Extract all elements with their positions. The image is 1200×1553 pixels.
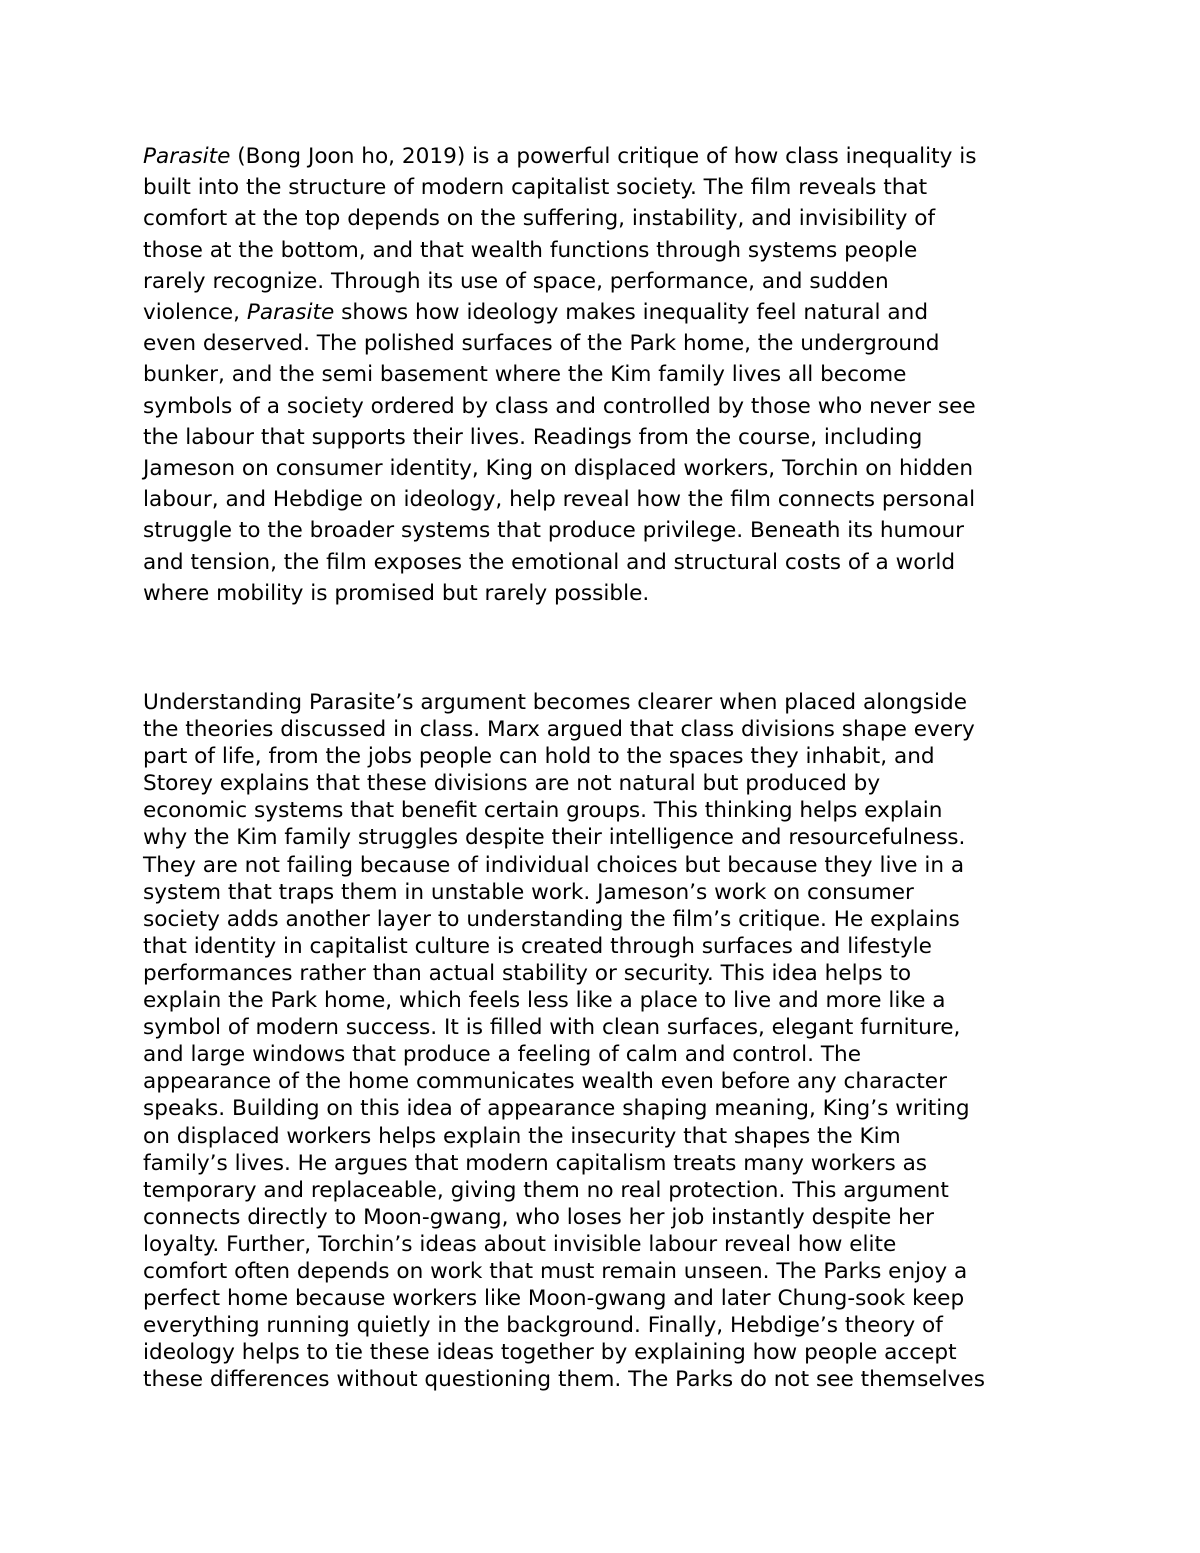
text-line (143, 578, 1083, 609)
text-line (143, 1041, 1083, 1068)
text-line (143, 1095, 1083, 1122)
text-run: comfort often depends on work that must remain unseen. The Parks enjoy a (143, 1258, 968, 1284)
text-run: Jameson on consumer identity, King on displaced workers, Torchin on hidden (143, 456, 974, 482)
text-run: appearance of the home communicates wealth even before any character (143, 1069, 947, 1095)
text-run: bunker, and the semi basement where the Kim family lives all become (143, 362, 907, 388)
text-run: on displaced workers helps explain the insecurity that shapes the Kim (143, 1123, 901, 1149)
text-line (143, 203, 1083, 234)
text-line (143, 1014, 1083, 1041)
text-run: why the Kim family struggles despite their intelligence and resourcefulness. (143, 825, 966, 851)
text-line (143, 906, 1083, 933)
italic-title: Parasite (246, 300, 335, 326)
text-line (143, 266, 1083, 297)
text-line (143, 359, 1083, 390)
text-line (143, 1258, 1083, 1285)
text-run: system that traps them in unstable work. Jameson’s work on consumer (143, 879, 914, 905)
text-run: where mobility is promised but rarely possible. (143, 580, 650, 606)
text-run: family’s lives. He argues that modern capitalism treats many workers as (143, 1150, 928, 1176)
paragraph-intro (143, 141, 1083, 609)
paragraph-theory (143, 689, 1083, 1393)
text-line (143, 852, 1083, 879)
text-run: built into the structure of modern capitalist society. The film reveals that (143, 175, 928, 201)
text-line (143, 1366, 1083, 1393)
text-run: the theories discussed in class. Marx argued that class divisions shape every (143, 717, 975, 743)
text-line (143, 797, 1083, 824)
text-line (143, 987, 1083, 1014)
text-run: society adds another layer to understanding the film’s critique. He explains (143, 906, 960, 932)
text-run: connects directly to Moon-gwang, who loses her job instantly despite her (143, 1204, 934, 1230)
text-run: labour, and Hebdige on ideology, help reveal how the film connects personal (143, 487, 976, 513)
text-run: and tension, the film exposes the emotional and structural costs of a world (143, 549, 956, 575)
text-run: struggle to the broader systems that produce privilege. Beneath its humour (143, 518, 965, 544)
text-line (143, 547, 1083, 578)
text-run: perfect home because workers like Moon-gwang and later Chung-sook keep (143, 1286, 965, 1312)
text-run: economic systems that benefit certain groups. This thinking helps explain (143, 798, 943, 824)
text-run: (Bong Joon ho, 2019) is a powerful critique of how class inequality is (230, 144, 977, 169)
text-run: everything running quietly in the background. Finally, Hebdige’s theory of (143, 1313, 943, 1339)
text-run: Understanding Parasite’s argument becomes clearer when placed alongside (143, 690, 968, 715)
text-line (143, 1204, 1083, 1231)
text-line (143, 484, 1083, 515)
text-line (143, 1150, 1083, 1177)
text-run: the labour that supports their lives. Readings from the course, including (143, 424, 923, 450)
text-run: and large windows that produce a feeling of calm and control. The (143, 1042, 862, 1068)
italic-title: Parasite (143, 144, 231, 169)
text-line (143, 824, 1083, 851)
text-line (143, 235, 1083, 266)
text-line (143, 770, 1083, 797)
text-line (143, 743, 1083, 770)
text-run: comfort at the top depends on the suffering, instability, and invisibility of (143, 206, 936, 232)
text-run: loyalty. Further, Torchin’s ideas about invisible labour reveal how elite (143, 1231, 897, 1257)
text-line (143, 716, 1083, 743)
text-run: rarely recognize. Through its use of space, performance, and sudden (143, 268, 889, 294)
text-line (143, 960, 1083, 987)
text-run: shows how ideology makes inequality feel natural and (334, 300, 929, 326)
text-line (143, 879, 1083, 906)
text-line (143, 1123, 1083, 1150)
text-run: violence, (143, 300, 247, 326)
text-run: ideology helps to tie these ideas together by explaining how people accept (143, 1340, 957, 1366)
text-line (143, 391, 1083, 422)
text-line (143, 1068, 1083, 1095)
text-run: explain the Park home, which feels less like a place to live and more like a (143, 988, 946, 1014)
text-run: these differences without questioning them. The Parks do not see themselves (143, 1367, 985, 1393)
text-line (143, 328, 1083, 359)
text-run: symbols of a society ordered by class and controlled by those who never see (143, 393, 976, 419)
text-run: Storey explains that these divisions are not natural but produced by (143, 771, 881, 797)
text-run: those at the bottom, and that wealth functions through systems people (143, 237, 918, 263)
text-line (143, 297, 1083, 328)
text-line (143, 515, 1083, 546)
text-line (143, 1285, 1083, 1312)
text-run: that identity in capitalist culture is created through surfaces and lifestyle (143, 933, 932, 959)
text-line (143, 1312, 1083, 1339)
text-line (143, 422, 1083, 453)
text-run: part of life, from the jobs people can hold to the spaces they inhabit, and (143, 744, 935, 770)
text-line (143, 141, 1083, 172)
text-line (143, 1177, 1083, 1204)
text-run: symbol of modern success. It is filled with clean surfaces, elegant furniture, (143, 1015, 961, 1041)
text-run: performances rather than actual stability or security. This idea helps to (143, 960, 912, 986)
text-run: speaks. Building on this idea of appearance shaping meaning, King’s writing (143, 1096, 970, 1122)
text-line (143, 1231, 1083, 1258)
text-line (143, 933, 1083, 960)
text-run: temporary and replaceable, giving them no real protection. This argument (143, 1177, 949, 1203)
text-line (143, 689, 1083, 716)
text-line (143, 453, 1083, 484)
text-run: They are not failing because of individual choices but because they live in a (143, 852, 965, 878)
text-line (143, 172, 1083, 203)
text-run: even deserved. The polished surfaces of the Park home, the underground (143, 331, 940, 357)
text-line (143, 1339, 1083, 1366)
